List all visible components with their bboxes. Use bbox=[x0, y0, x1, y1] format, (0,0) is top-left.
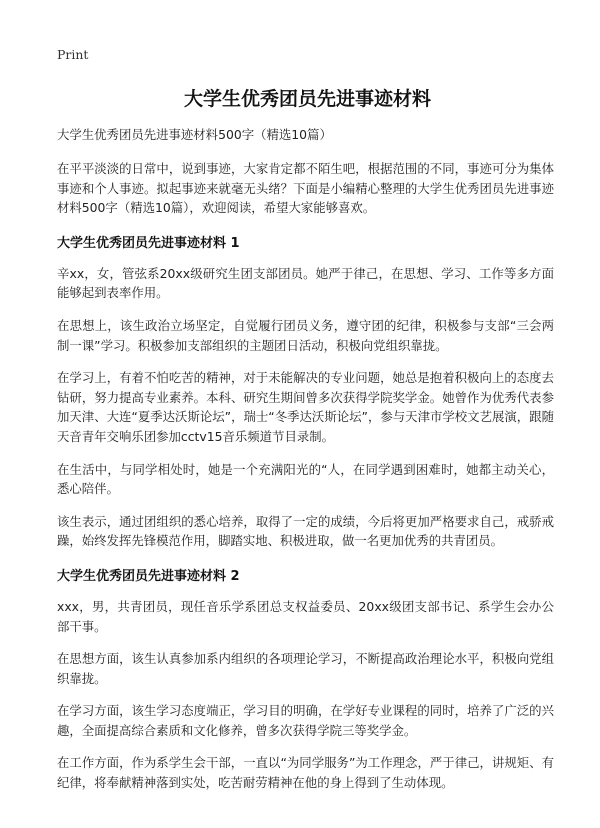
section-paragraph: 在学习方面，该生学习态度端正，学习目的明确，在学好专业课程的同时，培养了广泛的兴趣，全面提高综合素质和文化修养，曾多次获得学院三等奖学金。 bbox=[57, 703, 554, 738]
document-title: 大学生优秀团员先进事迹材料 bbox=[183, 88, 431, 110]
print-link[interactable]: Print bbox=[57, 47, 89, 62]
section-heading: 大学生优秀团员先进事迹材料 2 bbox=[57, 568, 240, 584]
section-paragraph: xxx，男，共青团员，现任音乐学系团总支权益委员、20xx级团支部书记、系学生会办公部干事。 bbox=[57, 598, 554, 634]
section-paragraph: 辛xx，女，管弦系20xx级研究生团支部团员。她严于律己，在思想、学习、工作等多方面能够起到表率作用。 bbox=[57, 265, 554, 301]
section-heading: 大学生优秀团员先进事迹材料 1 bbox=[57, 235, 240, 251]
section-paragraph: 在工作方面，作为系学生会干部，一直以“为同学服务”为工作理念，严于律己，讲规矩、有纪律，将奉献精神落到实处，吃苦耐劳精神在他的身上得到了生动体现。 bbox=[57, 755, 554, 791]
section-paragraph: 在思想上，该生政治立场坚定，自觉履行团员义务，遵守团的纪律，积极参与支部“三会两制一课”学习。积极参加支部组织的主题团日活动，积极向党组织靠拢。 bbox=[57, 317, 554, 353]
section-paragraph: 在生活中，与同学相处时，她是一个充满阳光的“人，在同学遇到困难时，她都主动关心，悉心陪伴。 bbox=[57, 461, 554, 497]
intro-paragraph: 在平平淡淡的日常中，说到事迹，大家肯定都不陌生吧，根据范围的不同，事迹可分为集体事迹和个人事迹。拟起事迹来就毫无头绪？下面是小编精心整理的大学生优秀团员先进事迹材料500字（精选10篇），欢迎阅读，希望大家能够喜欢。 bbox=[57, 161, 554, 216]
section-paragraph: 该生表示，通过团组织的悉心培养，取得了一定的成绩，今后将更加严格要求自己，戒骄戒躁，始终发挥先锋模范作用，脚踏实地、积极进取，做一名更加优秀的共青团员。 bbox=[57, 513, 554, 549]
section-paragraph: 在学习上，有着不怕吃苦的精神，对于未能解决的专业问题，她总是抱着积极向上的态度去钻研，努力提高专业素养。本科、研究生期间曾多次获得学院奖学金。她曾作为优秀代表参加天津、大连“夏季达沃斯论坛”，瑞士“冬季达沃斯论坛”，参与天津市学校文艺展演，跟随天音青年交响乐团参加cctv15音乐频道节目录制。 bbox=[57, 370, 554, 444]
section-paragraph: 在思想方面，该生认真参加系内组织的各项理论学习，不断提高政治理论水平，积极向党组织靠拢。 bbox=[57, 651, 554, 686]
document-subtitle: 大学生优秀团员先进事迹材料500字（精选10篇） bbox=[57, 127, 332, 142]
